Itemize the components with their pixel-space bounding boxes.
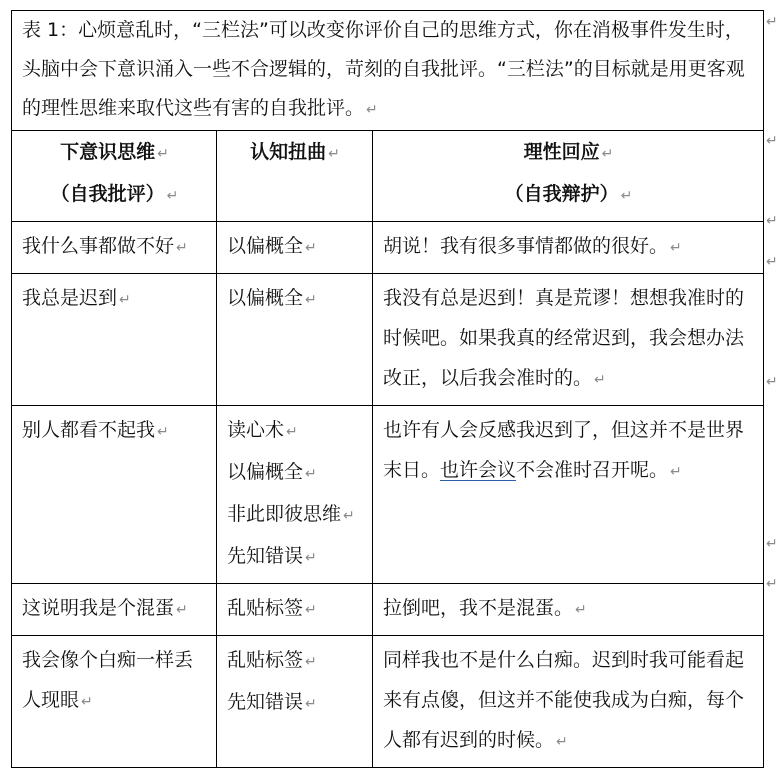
response-cell[interactable]	[373, 274, 764, 406]
thought-cell[interactable]	[12, 584, 217, 636]
paragraph-mark-icon: ↵	[328, 146, 340, 162]
response-text: 胡说！我有很多事情都做的很好。	[383, 235, 669, 257]
paragraph-mark-icon: ↵	[305, 292, 317, 308]
distortion-text: 先知错误	[227, 691, 304, 713]
table-row	[12, 584, 764, 636]
row-end-mark-icon: ↵	[766, 576, 778, 592]
table-row	[12, 406, 764, 584]
distortion-text: 非此即彼思维	[227, 503, 342, 525]
distortion-text: 读心术	[227, 419, 285, 441]
paragraph-mark-icon: ↵	[81, 694, 93, 710]
distortion-cell[interactable]	[217, 222, 373, 274]
thought-text: 我总是迟到	[22, 287, 118, 309]
distortion-cell[interactable]	[217, 584, 373, 636]
row-end-mark-icon: ↵	[766, 536, 778, 552]
table-row	[12, 274, 764, 406]
header-thought-line1: 下意识思维	[60, 141, 156, 163]
header-response-line1: 理性回应	[523, 141, 600, 163]
row-end-mark-icon: ↵	[766, 254, 778, 270]
paragraph-mark-icon: ↵	[176, 240, 188, 256]
header-thought-line2: （自我批评）	[50, 183, 165, 205]
distortion-text: 先知错误	[227, 545, 304, 567]
thought-cell[interactable]	[12, 222, 217, 274]
distortion-text: 乱贴标签	[227, 649, 304, 671]
paragraph-mark-icon: ↵	[556, 734, 568, 750]
distortion-text: 以偏概全	[227, 461, 304, 483]
response-text: 我没有总是迟到！真是荒谬！想想我准时的时候吧。如果我真的经常迟到，我会想办法改正，以后我会准时的。	[383, 287, 745, 389]
header-distortion-label: 认知扭曲	[250, 141, 327, 163]
paragraph-mark-icon: ↵	[119, 292, 131, 308]
thought-text: 这说明我是个混蛋	[22, 597, 175, 619]
cognitive-table	[11, 10, 764, 768]
paragraph-mark-icon: ↵	[305, 466, 317, 482]
distortion-cell[interactable]	[217, 406, 373, 584]
paragraph-mark-icon: ↵	[601, 146, 614, 162]
paragraph-mark-icon: ↵	[670, 240, 682, 256]
response-cell[interactable]	[373, 222, 764, 274]
thought-cell[interactable]	[12, 406, 217, 584]
thought-text: 别人都看不起我	[22, 419, 156, 441]
paragraph-mark-icon: ↵	[343, 508, 355, 524]
paragraph-mark-icon: ↵	[176, 602, 188, 618]
paragraph-mark-icon: ↵	[620, 188, 633, 204]
header-response[interactable]	[373, 131, 764, 222]
paragraph-mark-icon: ↵	[305, 240, 317, 256]
row-end-mark-icon: ↵	[766, 14, 778, 30]
thought-cell[interactable]	[12, 274, 217, 406]
paragraph-mark-icon: ↵	[157, 146, 169, 162]
response-cell[interactable]	[373, 584, 764, 636]
row-end-mark-icon: ↵	[766, 374, 778, 390]
row-end-mark-icon: ↵	[766, 213, 778, 229]
table-caption: 表 1：心烦意乱时，“三栏法”可以改变你评价自己的思维方式，你在消极事件发生时，头脑中会下意识涌入一些不合逻辑的，苛刻的自我批评。“三栏法”的目标就是用更客观的理性思维来取代这些有害的自我批评。	[22, 19, 745, 119]
distortion-cell[interactable]	[217, 636, 373, 768]
underlined-phrase: 也许会议	[440, 459, 517, 481]
distortion-text: 以偏概全	[227, 287, 304, 309]
caption-cell[interactable]	[12, 11, 764, 131]
table-row	[12, 222, 764, 274]
header-response-line2: （自我辩护）	[504, 183, 619, 205]
response-text: 同样我也不是什么白痴。迟到时我可能看起来有点傻，但这并不能使我成为白痴，每个人都有迟到的时候。	[383, 649, 745, 751]
response-text: 不会准时召开呢。	[516, 459, 669, 481]
paragraph-mark-icon: ↵	[166, 188, 179, 204]
header-distortion[interactable]	[217, 131, 373, 222]
paragraph-mark-icon: ↵	[305, 602, 317, 618]
paragraph-mark-icon: ↵	[157, 424, 169, 440]
header-row	[12, 131, 764, 222]
response-text: 也许有人会反感我迟到了，但这并不是世界末日。	[383, 419, 745, 481]
header-thought[interactable]	[12, 131, 217, 222]
thought-text: 我什么事都做不好	[22, 235, 175, 257]
response-cell[interactable]	[373, 636, 764, 768]
caption-row	[12, 11, 764, 131]
paragraph-mark-icon: ↵	[594, 372, 606, 388]
paragraph-mark-icon: ↵	[286, 424, 298, 440]
thought-cell[interactable]	[12, 636, 217, 768]
paragraph-mark-icon: ↵	[575, 602, 587, 618]
paragraph-mark-icon: ↵	[305, 550, 317, 566]
paragraph-mark-icon: ↵	[305, 696, 317, 712]
row-end-mark-icon: ↵	[766, 133, 778, 149]
paragraph-mark-icon: ↵	[366, 102, 378, 118]
paragraph-mark-icon: ↵	[305, 654, 317, 670]
distortion-text: 乱贴标签	[227, 597, 304, 619]
response-cell[interactable]	[373, 406, 764, 584]
table-row	[12, 636, 764, 768]
response-text: 拉倒吧，我不是混蛋。	[383, 597, 574, 619]
paragraph-mark-icon: ↵	[670, 464, 682, 480]
distortion-text: 以偏概全	[227, 235, 304, 257]
thought-text: 我会像个白痴一样丢人现眼	[22, 649, 194, 711]
distortion-cell[interactable]	[217, 274, 373, 406]
